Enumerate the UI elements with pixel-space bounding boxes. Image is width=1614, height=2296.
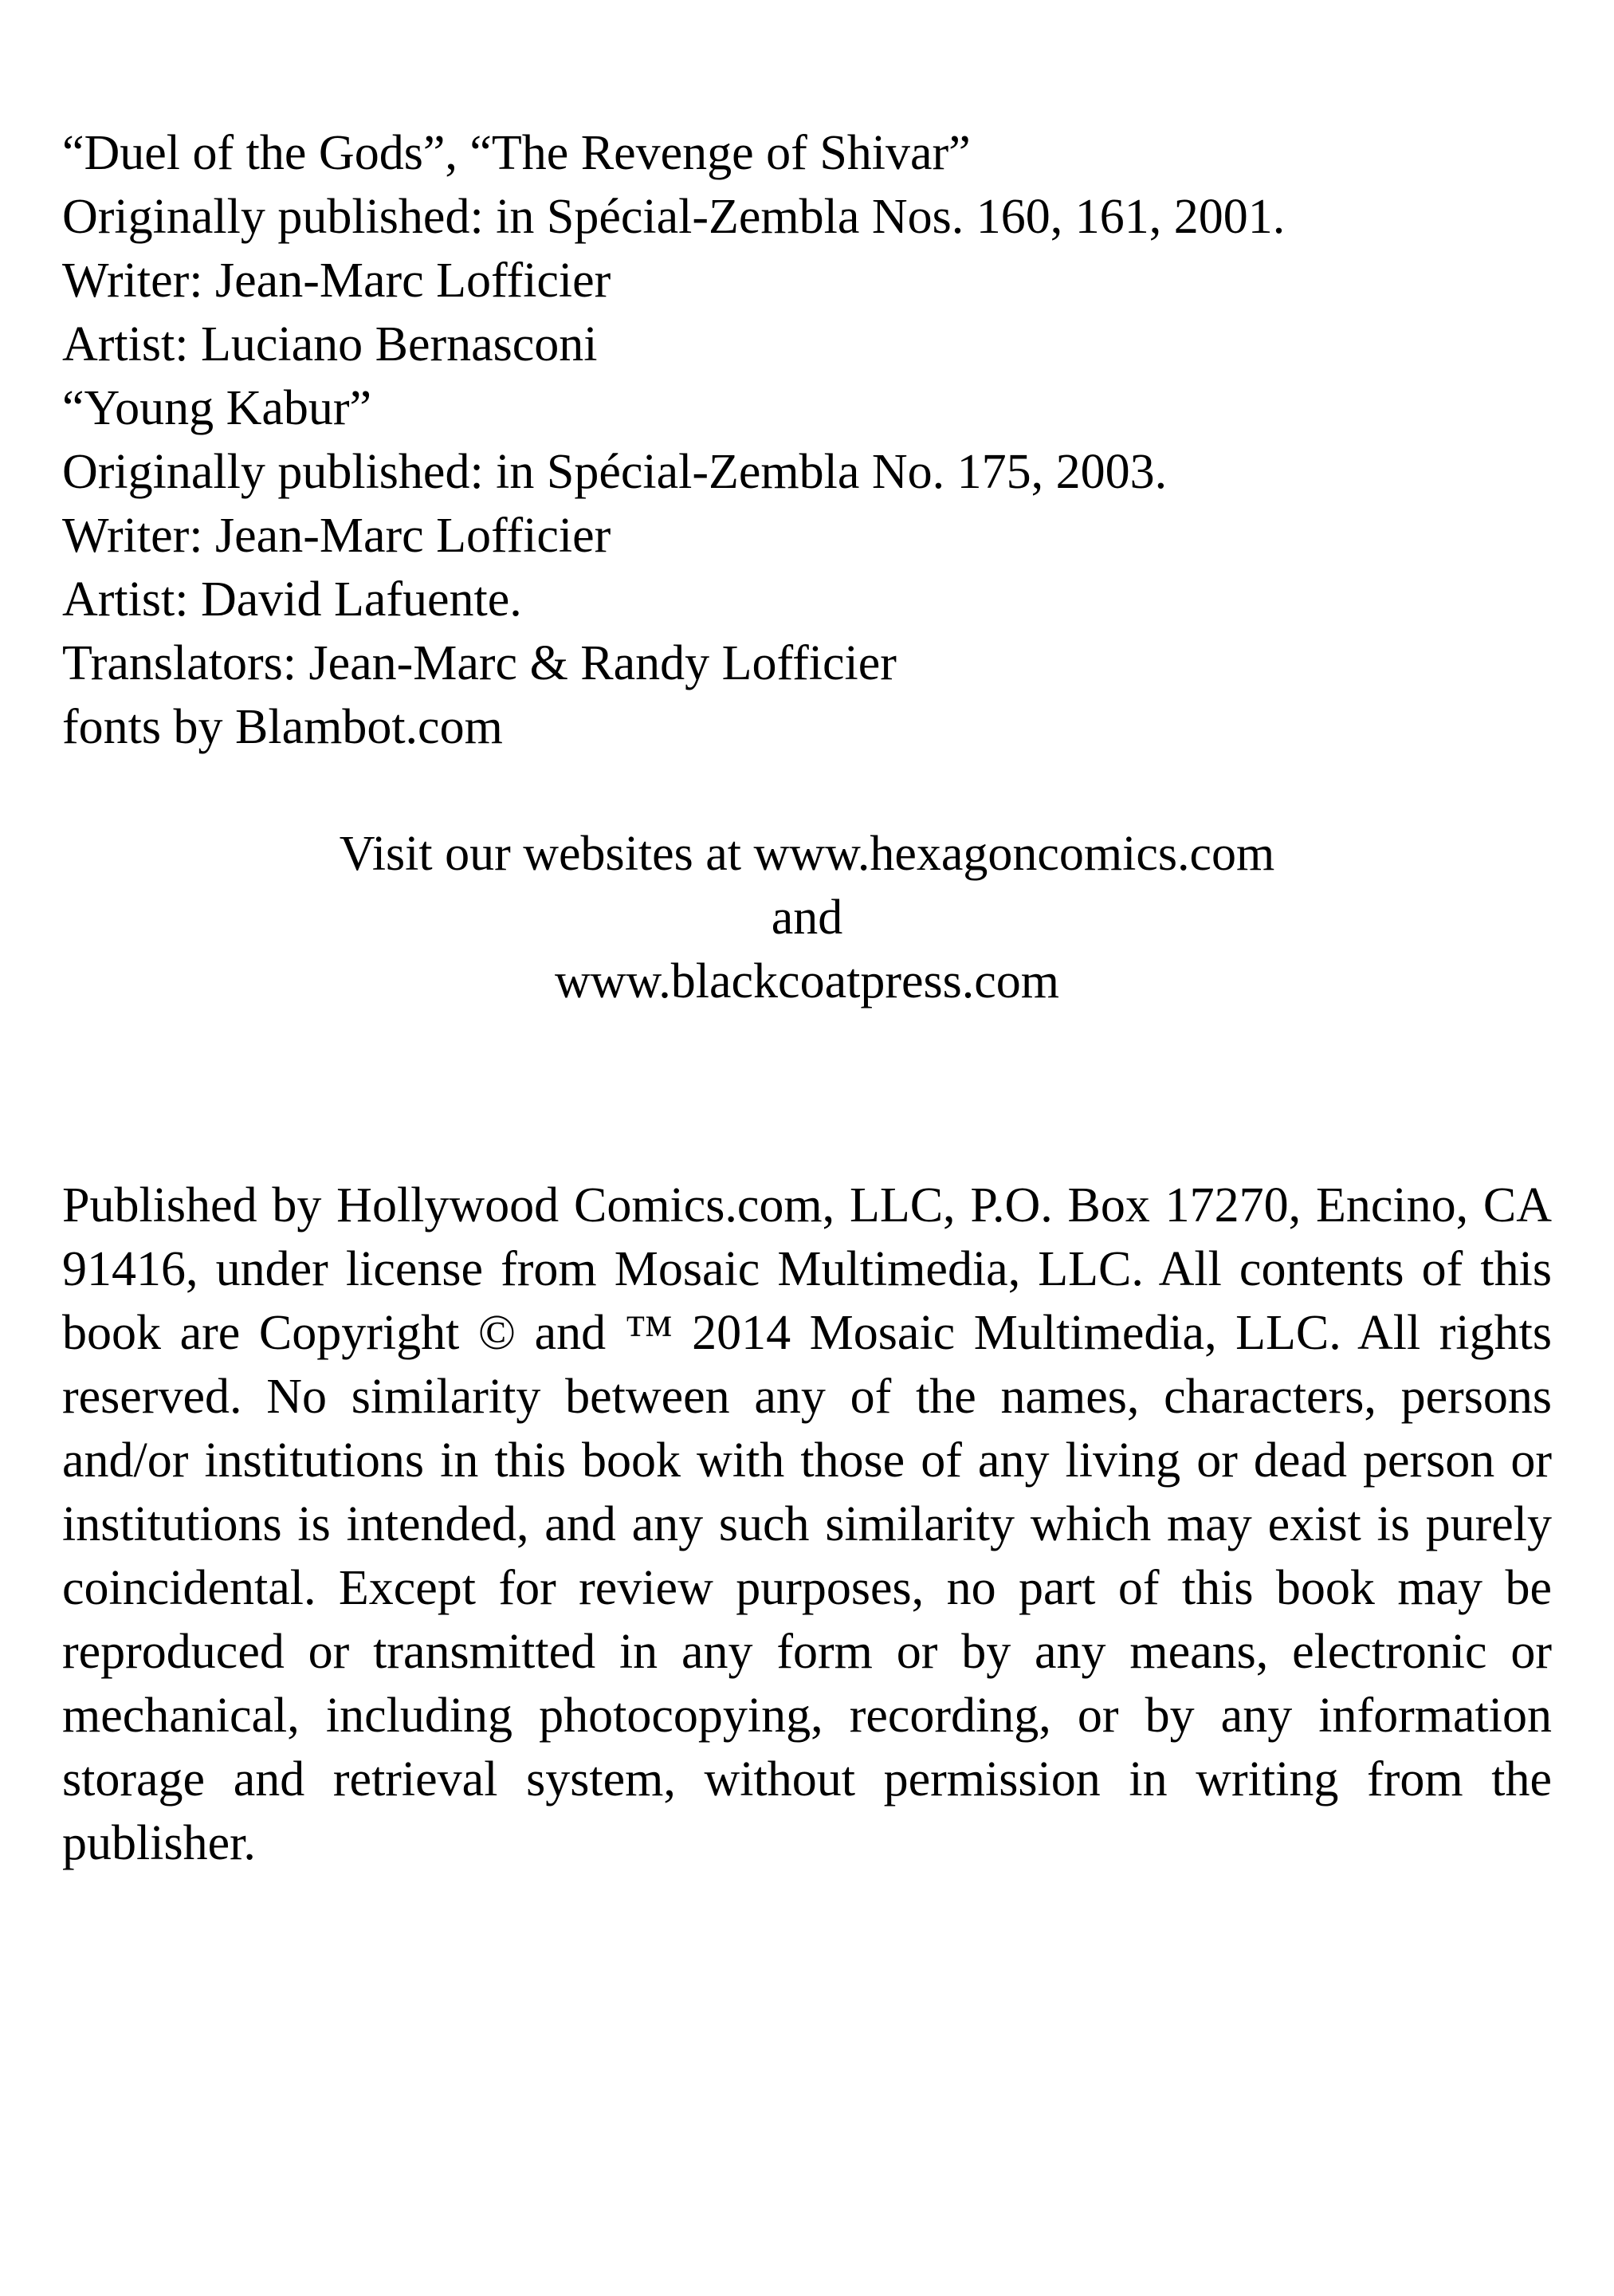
original-publication-2: Originally published: in Spécial-Zembla No. 175, 2003. bbox=[62, 445, 1168, 499]
writer-credit-2: Writer: Jean-Marc Lofficier bbox=[62, 509, 611, 563]
original-publication-1: Originally published: in Spécial-Zembla Nos. 160, 161, 2001. bbox=[62, 190, 1286, 244]
websites-line-hexagon: Visit our websites at www.hexagoncomics.com bbox=[339, 827, 1275, 881]
writer-credit-1: Writer: Jean-Marc Lofficier bbox=[62, 254, 611, 308]
translators-credit: Translators: Jean-Marc & Randy Lofficier bbox=[62, 636, 897, 690]
artist-credit-2: Artist: David Lafuente. bbox=[62, 572, 522, 627]
artist-credit-1: Artist: Luciano Bernasconi bbox=[62, 317, 598, 372]
websites-block bbox=[62, 822, 1552, 1013]
copyright-page bbox=[62, 121, 1552, 1924]
fonts-credit: fonts by Blambot.com bbox=[62, 700, 503, 754]
websites-line-blackcoat: www.blackcoatpress.com bbox=[555, 954, 1059, 1008]
credits-block bbox=[62, 121, 1552, 759]
websites-line-and: and bbox=[771, 890, 843, 945]
story-title-2: “Young Kabur” bbox=[62, 381, 372, 435]
story-titles-1: “Duel of the Gods”, “The Revenge of Shivar” bbox=[62, 126, 971, 180]
legal-notice: Published by Hollywood Comics.com, LLC, P.O. Box 17270, Encino, CA 91416, under license from Mosaic Multimedia, LLC. All contents of this book are Copyright © and ™ 2014 Mosaic Multimedia, LLC. All rights reserved. No similarity between any of the names, characters, persons and/or institutions in this book with those of any living or dead person or institutions is intended, and any such similarity which may exist is purely coincidental. Except for review purposes, no part of this book may be reproduced or transmitted in any form or by any means, electronic or mechanical, including photocopying, recording, or by any information storage and retrieval system, without permission in writing from the publisher. bbox=[62, 1178, 1552, 1870]
